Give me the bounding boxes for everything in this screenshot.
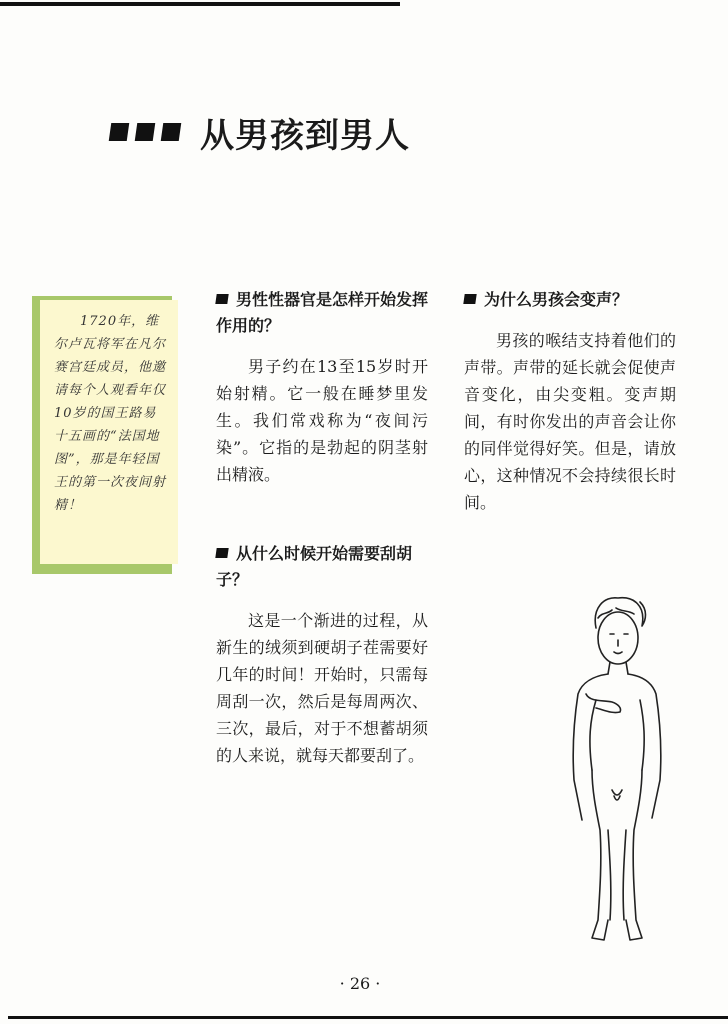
heading-text: 从什么时候开始需要刮胡子？ <box>216 544 413 589</box>
top-rule <box>0 2 400 6</box>
section-body: 男孩的喉结支持着他们的声带。声带的延长就会促使声音变化，由尖变粗。变声期间，有时你发出的声音会让你的同伴觉得好笑。但是，请放心，这种情况不会持续很长时间。 <box>464 331 676 512</box>
bottom-rule <box>8 1016 728 1019</box>
section-ejaculation <box>216 287 428 488</box>
section-heading <box>216 541 428 593</box>
square-bullet-icon <box>215 294 228 304</box>
section-shaving <box>216 541 428 769</box>
title-decoration <box>110 123 188 141</box>
heading-text: 男性性器官是怎样开始发挥作用的？ <box>216 290 429 335</box>
page-number: · 26 · <box>339 974 381 993</box>
square-icon <box>109 123 130 141</box>
sidebar-note: 1720年，维尔卢瓦将军在凡尔赛宫廷成员，他邀请每个人观看年仅10岁的国王路易十五画的“法国地图”，那是年轻国王的第一次夜间射精！ <box>40 300 178 564</box>
heading-text: 为什么男孩会变声？ <box>484 290 629 309</box>
square-bullet-icon <box>463 294 476 304</box>
square-icon <box>161 123 182 141</box>
section-body: 男子约在13至15岁时开始射精。它一般在睡梦里发生。我们常戏称为“夜间污染”。它指的是勃起的阴茎射出精液。 <box>216 357 428 484</box>
section-voice <box>464 287 676 516</box>
section-heading <box>464 287 676 313</box>
square-bullet-icon <box>215 548 228 558</box>
section-body: 这是一个渐进的过程，从新生的绒须到硬胡子茬需要好几年的时间！开始时，只需每周刮一次，然后是每周两次、三次，最后，对于不想蓄胡须的人来说，就每天都要刮了。 <box>216 611 428 765</box>
boy-illustration <box>552 590 682 950</box>
chapter-title <box>110 112 410 156</box>
page-title: 从男孩到男人 <box>200 115 410 156</box>
square-icon <box>135 123 156 141</box>
section-heading <box>216 287 428 339</box>
